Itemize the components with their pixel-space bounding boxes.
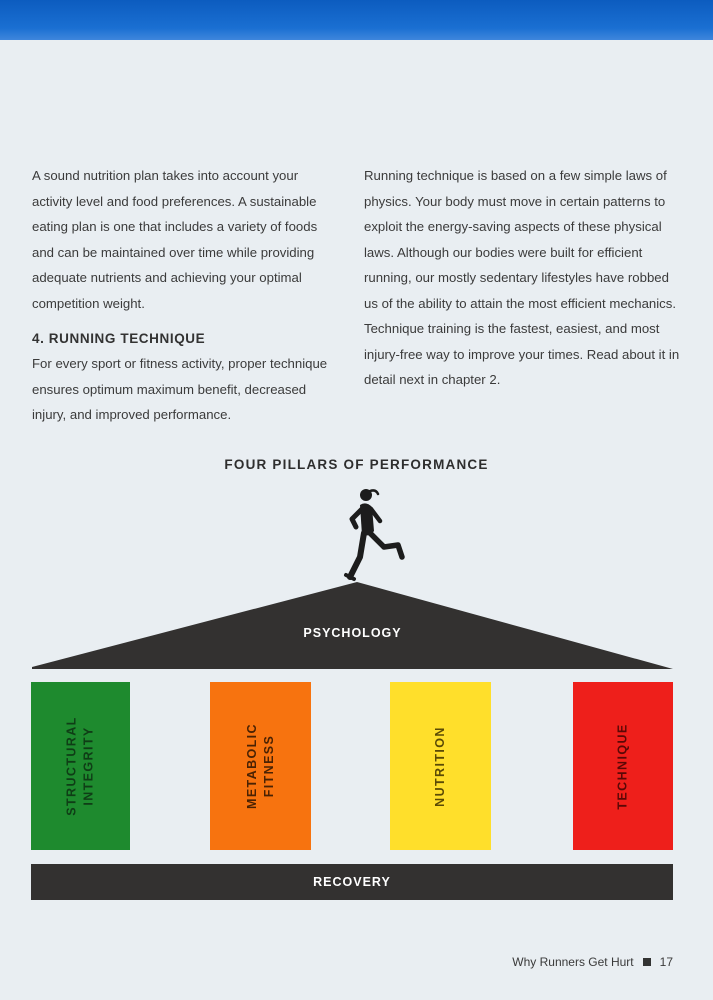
runner-silhouette-icon bbox=[336, 485, 408, 585]
technique-paragraph: For every sport or fitness activity, proper technique ensures optimum maximum benefit, decreased injury, and improved performance. bbox=[32, 356, 328, 422]
top-color-band bbox=[0, 0, 713, 40]
pillar-label: STRUCTURAL INTEGRITY bbox=[64, 716, 96, 816]
foundation-bar bbox=[31, 864, 673, 900]
physics-paragraph: Running technique is based on a few simple laws of physics. Your body must move in certain patterns to exploit the energy-saving aspects of these physical laws. Although our bodies were built for efficient running, our mostly sedentary lifestyles have robbed us of the ability to attain the most efficient mechanics. Technique training is the fastest, easiest, and most injury-free way to improve your times. Read about it in detail next in chapter 2. bbox=[364, 168, 680, 387]
left-text-column bbox=[32, 163, 337, 428]
pillar-metabolic-fitness bbox=[210, 682, 311, 850]
pillar-label: NUTRITION bbox=[433, 725, 447, 807]
book-title: Why Runners Get Hurt bbox=[512, 955, 634, 969]
footer-square-icon bbox=[643, 958, 651, 966]
foundation-label: RECOVERY bbox=[313, 875, 391, 889]
pillar-label: TECHNIQUE bbox=[615, 722, 630, 810]
nutrition-paragraph: A sound nutrition plan takes into account your activity level and food preferences. A sustainable eating plan is one that includes a variety of foods and can be maintained over time while providing adequate nutrients and achieving your optimal competition weight. bbox=[32, 168, 318, 311]
right-text-column bbox=[364, 163, 684, 393]
pillar-label: METABOLIC FITNESS bbox=[244, 723, 276, 809]
pillar-technique bbox=[573, 682, 673, 850]
running-technique-heading: 4. RUNNING TECHNIQUE bbox=[32, 331, 206, 346]
pillar-structural-integrity bbox=[31, 682, 130, 850]
page-number: 17 bbox=[659, 955, 673, 969]
pillar-nutrition bbox=[390, 682, 491, 850]
page-footer bbox=[512, 955, 673, 969]
roof-label: PSYCHOLOGY bbox=[303, 626, 402, 640]
diagram-title: FOUR PILLARS OF PERFORMANCE bbox=[224, 457, 489, 472]
